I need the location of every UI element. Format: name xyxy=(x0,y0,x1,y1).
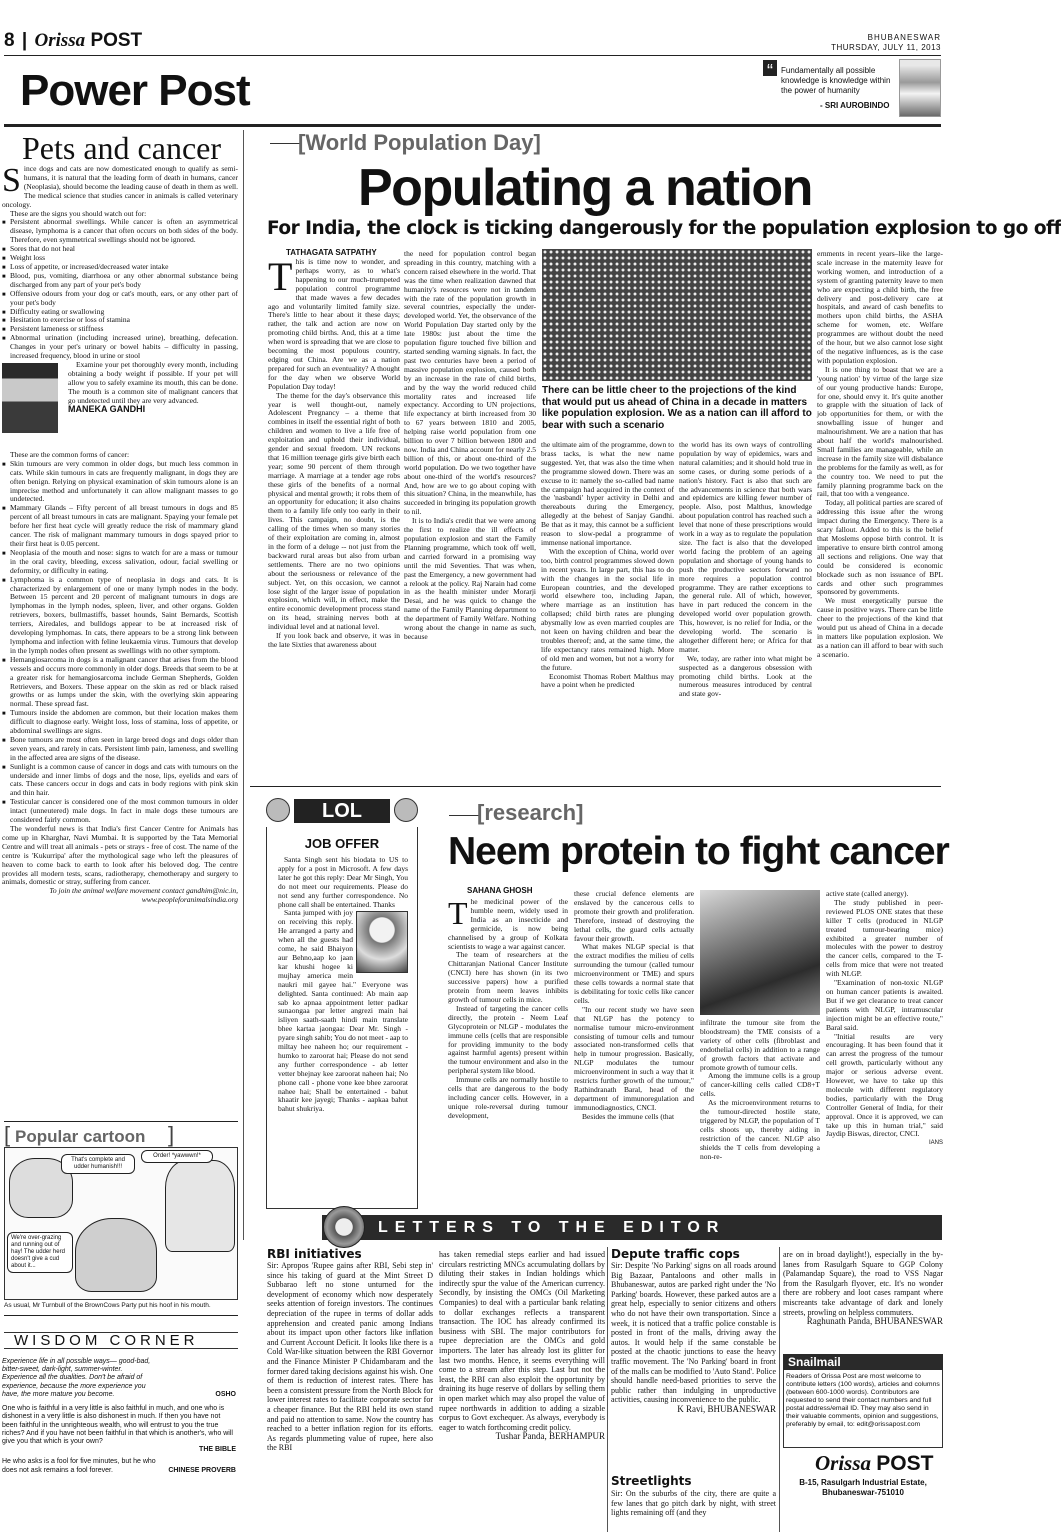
page-number: 8 xyxy=(4,30,15,51)
neem-text: What makes NLGP special is that the extract modifies the milieu of cells surrounding the tumour (called tumour microenvironment or TME) and spurs these cells towards a normal state that is debilitating for toxic cells like cancer cells. xyxy=(574,942,694,1005)
lol-paragraph: Santa Singh sent his biodata to US to apply for a post in Microsoft. A few days later he got this reply: Dear Mr Singh, You do not meet our requirements. Please do not send any further correspondence. No phone call shall be entertained. Thanks xyxy=(278,855,408,909)
pets-closing: The wonderful news is that India's first Cancer Centre for Animals has come up in Kharghar, Navi Mumbai. It is supported by the Tata Memorial Centre and will treat all animals - pets or strays - free of cost. The name of the centre is 'Kukurripa' after the mythological sage who left the pleasures of heaven to come back to earth to look after his beloved dog. The centre provides all modern tests, scans, radiotherapy, chemotherapy and surgery to animals, domestic or stray, suffering from cancer. xyxy=(2,824,238,887)
city: BHUBANESWAR xyxy=(867,33,941,42)
wisdom-quote: He who asks is a fool for five minutes, but he who does not ask remains a fool forever. xyxy=(2,1458,156,1474)
pets-exam: Examine your pet thoroughly every month, including obtaining a body weight if possible. If your pet will allow you to safely examine its mouth, this can be done. The mouth is a common site of malignant cancers that go undetected until they are very advanced. xyxy=(68,359,238,405)
pets-article xyxy=(2,162,238,905)
population-headline: Populating a nation xyxy=(358,159,812,217)
neem-kicker-line xyxy=(449,815,479,816)
letter-author: Raghunath Panda, xyxy=(806,1316,873,1327)
list-item: ■ Sores that do not heal xyxy=(2,245,238,254)
wisdom-title: WISDOM CORNER xyxy=(14,1332,199,1349)
brand-italic: Orissa xyxy=(34,30,86,51)
population-col-2 xyxy=(404,250,536,642)
population-text: We must energetically pursue the cause in positive ways. There can be little cheer to the projections of the kind that would put us ahead of China in a decade in matters like population explosion. We as a nation can ill afford to bear with such a scenario. xyxy=(817,596,943,659)
list-item: ■ Tumours inside the abdomen are common, but their location makes them difficult to diagnose early. Weight loss, loss of stamina, loss of appetite, or abdominal swellings are signs. xyxy=(2,709,238,736)
list-item: ■ Skin tumours are very common in older dogs, but much less common in cats. While skin tumours in cats are frequently malignant, in dogs they are often benign. Relying on physical examination of skin tumours alone is an imprecise method and unfortunately it can allow malignant masses to go undetected. xyxy=(2,460,238,505)
pets-title: Pets and cancer xyxy=(22,130,222,166)
pets-contact: To join the animal welfare movement contact gandhim@nic.in, www.peopleforanimalsindia.org xyxy=(49,886,238,905)
list-item: ■ Abnormal urination (including increased urine), breathing, defecation. Changes in your pet's urinary or bowel habits – difficulty in passing, increased frequency, blood in urine or stool xyxy=(2,334,238,361)
letter-author: Tushar Panda, xyxy=(495,1431,547,1442)
neem-text: infiltrate the tumour site from the bloodstream) the TME consists of a variety of other cells (fibroblast and endothelial cells) in addition to a range of growth factors that activate and promote growth of tumour cells. xyxy=(700,1018,820,1072)
letter-place: BHUBANESWAR xyxy=(874,1316,943,1327)
list-item: ■ Persistent abnormal swellings. While cancer is often an asymmetrical disease, lymphoma is a cancer that often occurs on both sides of the body. Therefore, even symmetrical swellings should not be ignored. xyxy=(2,218,238,245)
neem-text: he medicinal power of the humble neem, widely used in India as an insecticide and germicide, is now being channelised by a group of Kolkata scientists to wage a war against cancer. xyxy=(448,897,568,951)
neem-text: Immune cells are normally hostile to cells that are dangerous to the body including cancer cells. However, in a unique role-reversal during tumour development, xyxy=(448,1075,568,1120)
pets-author: MANEKA GANDHI xyxy=(68,404,146,415)
letters-divider xyxy=(779,1247,780,1532)
population-kicker-text: World Population Day xyxy=(305,130,534,155)
quote-mark: “ xyxy=(763,60,777,76)
population-text: With the exception of China, world over too, birth control programmes slowed down in recent years. In large part, this has to do with the changes in the social life in European countries, and the developed world elsewhere too, including Japan, where marriage as an institution has collapsed; child birth rates are plunging abysmally low as even married couples are not keen on having children and bear the troubles thereof; and, at the same time, the life expectancy rates remained high. More of old men and women, but not a worry for the future. xyxy=(541,546,674,672)
pets-forms-list xyxy=(2,460,238,825)
neem-dropcap: T xyxy=(448,895,468,931)
speech-bubble: Order! *yawwwn!* xyxy=(141,1150,213,1163)
letter-signature xyxy=(439,1432,605,1442)
neem-text: "Examination of non-toxic NLGP on human cancer patients is awaited. But if we get clearance to treat cancer patients with NLGP, intramuscular injection might be an effective route," Baral said. xyxy=(826,978,943,1032)
neem-text: active state (called anergy). xyxy=(826,889,909,898)
letter-text: Sir: Despite 'No Parking' signs on all roads around Big Bazaar, Pantaloons and other malls in Bhubaneswar, autos are parked right under the 'No Parking' boards. However, these parked autos are a great help, especially to senior citizens and others who do not have their own transportation. Since a week, it is noticed that a traffic police constable is posted in front of the malls, driving away the autos. It would help if the same constable be posted at the chaotic junctions to ease the heavy traffic movement. The 'No Parking' board in front of the malls can be modified to 'Auto Stand'. Police should handle need-based priorities to serve the public rather than indulging in unproductive activities, causing inconvenience to the public. xyxy=(611,1261,776,1405)
pets-signs-intro: These are the signs you should watch out for: xyxy=(10,208,147,218)
neem-headline: Neem protein to fight cancer xyxy=(448,830,949,873)
lol-emoticon-right xyxy=(394,798,418,822)
pets-dropcap: S xyxy=(2,162,21,199)
wisdom-source: OSHO xyxy=(215,1391,236,1399)
kicker-line xyxy=(270,143,300,144)
neem-col-4 xyxy=(826,890,943,1148)
population-col-3 xyxy=(541,441,674,690)
population-col-5 xyxy=(817,250,943,660)
cartoon-caption: As usual, Mr Turnbull of the BrownCows Party put his hoof in his mouth. xyxy=(4,1302,211,1309)
cartoon-title: Popular cartoon xyxy=(15,1127,146,1146)
neem-text: "Initial results are very encouraging. It has been found that it can arrest the progress of the tumour cell growth, particularly without any major or serious adverse event. However, we have to take up this molecule with different regulatory bodies, particularly with the Drug Controller General of India, for their approval. Once it is approved, we can take up this in human trial," said Jaydip Biswas, director, CNCI. xyxy=(826,1031,943,1139)
neem-text: The team of researchers at the Chittaranjan National Cancer Institute (CNCI) here has shown (in its two successive papers) how a purified protein from neem leaves inhibits growth of tumour cells in mice. xyxy=(448,950,568,1004)
cow-right xyxy=(165,1160,235,1252)
list-item: ■ Bone tumours are most often seen in large breed dogs and dogs older than seven years, and rarely in cats. Persistent limb pain, lameness, and swelling in the affected area are signs of the disease. xyxy=(2,736,238,763)
speech-bubble: We're over-grazing and running out of hay! The udder herd doesn't give a cud about it... xyxy=(7,1232,73,1273)
population-text: It is to India's credit that we were among the first to realize the ill effects of population explosion and start the Family Planning programme, which took off well, and carried forward in a promising way until the mid Seventies. That was when, past the Emergency, a new government had a relook at the policy. Raj Narain had come in as the health minister under Morarji Desai, and he was quick to change the name of the Family Planning department to the department of Family Welfare. Nothing wrong about the change in name as such, because xyxy=(404,516,536,641)
letter-rbi-col-2 xyxy=(439,1250,605,1442)
letter-place: BHUBANESWAR xyxy=(707,1403,776,1414)
population-text: We, today, are rather into what might be suspected as a dangerous obsession with promoting child births. Look at the numerous measures introduced by central and state gov- xyxy=(679,653,812,699)
list-item: ■ Offensive odours from your dog or cat's mouth, ears, or any other part of your pet's body xyxy=(2,290,238,308)
list-item: ■ Weight loss xyxy=(2,254,238,263)
letter-title: Depute traffic cops xyxy=(611,1247,740,1261)
letter-signature xyxy=(611,1405,776,1415)
population-col-1 xyxy=(268,254,400,650)
cow-center xyxy=(75,1218,157,1292)
letter-streetlights-cont xyxy=(783,1250,943,1327)
santa-cartoon xyxy=(356,911,408,973)
neem-text: Instead of targeting the cancer cells directly, the protein - Neem Leaf Glycoprotein or NLGP - modulates the immune cells (cells that are responsible for providing immunity to the body against harmful agents) present within the tumour environment and also in the peripheral system like blood. xyxy=(448,1003,568,1076)
population-text: the ultimate aim of the programme, down to brass tacks, is what the new name suggested. Yet, that was also the time when the programme slowed down. There was an excuse to it: namely the so-called bad name the campaign had acquired in the context of the 'nasbandi' hyper activity in Delhi and thereabouts during the Emergency, allegedly at the behest of Sanjay Gandhi. Be that as it may, this cannot be a sufficient reason to slow-pedal a programme of immense national importance. xyxy=(541,440,674,547)
population-text: ernments in recent years–like the large-scale increase in the maternity leave for working women, and introduction of a system of granting paternity leave to men who are expecting a child birth, the free delivery and post-delivery care at hospitals, and award of cash benefits to mothers upon child births, the ASHA scheme for women, etc. Welfare programmes are without doubt the need of the hour, but we also cannot lose sight of the negative influences, as is the case with population explosion. xyxy=(817,249,943,365)
wisdom-corner xyxy=(2,1358,236,1475)
population-text: the world has its own ways of controlling population by way of epidemics, wars and natural calamities; and it should hold true in some cases, or during some periods of a nation's history. Fact is also that such are the advancements in science that both wars and epidemics are killing fewer number of people. Also, post Malthus, knowledge about population control has reached such a level that none of these prescriptions would work in a way as to regulate the population size. The fact is also that the developed world facing the problem of an ageing population and shortage of young hands to push the productive sectors forward no more requires a population control programme. They are rather exceptions to the general rule. All of which, however, have in part reduced the concern in the developed world over population growth. This, however, is no relief for India, or the developing world. The scenario is altogether different here; or Africa for that matter. xyxy=(679,440,812,654)
wisdom-source: THE BIBLE xyxy=(199,1446,236,1454)
population-text: The theme for the day's observance this year is well thought-out, namely Adolescent Pregnancy – a theme that combines in itself the essential right of both children and women to live a life free of exploitation and uphold their individual, gender and sexual freedom. UN reckons that 16 million teenage girls give birth each year; some 90 percent of them through marriage. A marriage at a tender age robs these girls of the benefits of a normal physical and mental growth; it robs them of an opportunity for education; it also chains them to a family life only too early in their lives. This campaign, no doubt, is the calling of the times when so many stories of their exploitation are coming in, almost in the form of a deluge -- not just from the backward rural areas but also from urban settlements. There are no two opinions about the seriousness or relevance of the subject. Yet, on this occasion, we cannot lose sight of the larger issue of population explosion, which will, in effect, make the entire economic development process stand on its head, straining nerves both at individual level and at national level. xyxy=(268,390,400,632)
quote-author: - SRI AUROBINDO xyxy=(820,101,890,110)
list-item: ■ Sunlight is a common cause of cancer in dogs and cats with tumours on the underside and inner limbs of dogs and the nose, lips, eyelids and ears of cats. These cancers occur in dogs and cats in body regions with pink skin and thin hair. xyxy=(2,763,238,799)
brand-post: POST xyxy=(90,30,143,51)
letter-title: Streetlights xyxy=(611,1474,692,1488)
population-kicker: [World Population Day] xyxy=(298,130,541,155)
cartoon-bottom-rule xyxy=(4,1315,238,1316)
population-byline: TATHAGATA SATPATHY xyxy=(286,248,377,257)
lol-paragraph: Santa jumped with joy on receiving this reply. He arranged a party and when all the guests had come, he said Bhaiyon aur Behno,aap ko jaan kar khushi hogee ki mujhay america mein naukri mil gayee hai." Everyone was delighted. Santa continued: Ab main aap sab ko apnaa appointment letter padkar sunaongaa par letter angrezi main hai isliyen saath-saath hindi main translate bhee kartaa jaongaa: Dear Mr. Singh - pyare singh sahib; You do not meet - aap to miltay hee naheen ho; our requirement - humko to zaroorat hai; Please do not send any further correspondence - ab letter vetter bhejnay kee zaroorat naheen hai; No phone call - phone vone kee bhee zaroorat nahee hai; Shall be entertained - bahut khaatir kee jayegi; Thanks - aapkaa bahut bahut shukriya. xyxy=(278,908,408,1114)
lol-emoticon-left xyxy=(266,798,290,822)
neem-tree-photo xyxy=(700,890,820,1015)
neem-kicker: [research] xyxy=(477,800,584,825)
lol-banner xyxy=(266,797,418,827)
letters-divider xyxy=(607,1247,608,1532)
cartoon-panel xyxy=(4,1147,238,1300)
letters-banner-text: LETTERS TO THE EDITOR xyxy=(378,1219,726,1236)
aurobindo-portrait xyxy=(899,59,941,117)
list-item: ■ Blood, pus, vomiting, diarrhoea or any other abnormal substance being discharged from any part of your pet's body xyxy=(2,272,238,290)
crowd-photo-caption: There can be little cheer to the projections of the kind that would put us ahead of China in a decade in matters like population explosion. We as a nation can ill afford to bear with such a scenario xyxy=(542,385,812,431)
list-item: ■ Mammary Glands – Fifty percent of all breast tumours in dogs and 85 percent of all breast tumours in cats are malignant. Spaying your female pet before her first heat cycle will greatly reduce the risk of mammary gland cancer. The risk of malignant mammary tumours in dogs spayed prior to their first heat is 0.05 percent. xyxy=(2,504,238,549)
maneka-photo-box xyxy=(2,363,64,451)
list-item: ■ Lymphoma is a common type of neoplasia in dogs and cats. It is characterized by enlargement of one or many lymph nodes in the body. Between 15 percent and 20 percent of malignant tumours in dogs are lymphomas in the lymph nodes, spleen, liver, and other organs. Golden retrievers, boxers, bullmastiffs, basset hounds, Saint Bernards, Scottish terriers, Airedales, and bulldogs appear to be at increased risk of developing lymphomas. In cats, there appears to be a strong link between lymphoma and infection with feline leukaemia virus. Tumours that develop in the lymph nodes often present as swellings with no other symptom. xyxy=(2,576,238,656)
crowd-photo xyxy=(542,249,812,381)
population-text: his is time now to wonder, and perhaps worry, as to what's happening to our much-trumpeted population control programme that made waves a few decades ago and voluntarily limited family size. There's little to hear about it these days; rather, the talk and action are now on promoting child births. And, this at a time when word is spreading that we are close to becoming the most populous country, edging out China. Are we as a nation prepared for such an eventuality? A thought for the day when we observe World Population Day today! xyxy=(268,257,400,391)
wisdom-quote: One who is faithful in a very little is also faithful in much, and one who is dishonest in a very little is also dishonest in much. If then you have not been faithful in the unrighteous wealth, who will entrust to you the true riches? And if you have not been faithful in that which is another's, who will give you that which is your own? xyxy=(2,1405,233,1446)
population-text: It is one thing to boast that we are a 'young nation' by virtue of the large size of our young productive hands: Europe, for one, should envy it. It's quite another to grapple with the situation of lack of job opportunities for them, or with the snowballing issue of hunger and malnourishment. We are a nation that has about half the world's malnourished. Small families are manageable, while an increase in the family size will disbalance the problems for the family as well, as for the country too. We need to put the family planning programme back on the rail, that too with a vengeance. xyxy=(817,364,943,499)
population-text: the need for population control began spreading in this country, matching with a concern raised elsewhere in the world. That was the time when realization dawned that humanity's resources were not in tandem with the rate of the population growth in several countries, especially the under-developed world. Yet, the observance of the World Population Day started only by the late 1980s: just about the time the population figure touched five billion and started sending warning signals. In fact, the past two centuries have been a period of massive population explosion, caused both by an increase in the rate of child births, and by the way the world reduced child mortality rates and increased life expectancy. According to UN projections, life expectancy at birth increased from 30 to 67 years between 1810 and 2005, helping raise world population from one billion to over 7 billion between 1800 and now. India and China account for nearly 2.5 billion of this, or about one-third of the world population. Do we two together have about one-third of the world's resources? And, how are we to go about coping with this situation? China, in the meanwhile, has succeeded in bringing its population growth to nil. xyxy=(404,249,536,517)
population-subhead: For India, the clock is ticking dangerously for the population explosion to go off xyxy=(267,218,1061,239)
section-title: Power Post xyxy=(20,66,250,115)
lol-text xyxy=(278,856,408,1114)
footer-brand-post: POST xyxy=(876,1452,934,1475)
list-item: ■ Persistent lameness or stiffness xyxy=(2,325,238,334)
neem-text: Besides the immune cells (that xyxy=(582,1111,675,1121)
list-item: ■ Hesitation to exercise or loss of stamina xyxy=(2,316,238,325)
quote-text: Fundamentally all possible knowledge is knowledge within the power of humanity xyxy=(781,66,891,95)
left-column-divider xyxy=(243,130,244,1240)
letter-author: K Ravi, xyxy=(677,1403,706,1414)
header-rule xyxy=(4,55,941,56)
population-bottom-rule xyxy=(250,786,941,787)
cartoon-top-rule xyxy=(4,1121,238,1122)
neem-text: Among the immune cells is a group of cancer-killing cells called CD8+T cells. xyxy=(700,1071,820,1099)
lol-title: LOL xyxy=(294,799,390,823)
neem-text: The study published in peer-reviewed PLOS ONE states that these killer T cells (produced in NLGP treated tumour-bearing mice) exhibited a greater number of molecules with the power to destroy the cancer cells, compared to the T-cells from mice that were not treated with NLGP. xyxy=(826,897,943,979)
population-text: Economist Thomas Robert Malthus may have a point when he predicted xyxy=(541,671,674,690)
neem-kicker-text: research xyxy=(484,800,577,825)
neem-col-2 xyxy=(574,890,694,1122)
list-item: ■ Difficulty eating or swallowing xyxy=(2,308,238,317)
list-item: ■ Testicular cancer is considered one of the most common tumours in older intact (unneutered) male dogs. In fact in male dogs these tumours are considered fairly common. xyxy=(2,798,238,825)
letter-signature xyxy=(783,1317,943,1327)
cartoon-bracket-left: [ xyxy=(4,1122,11,1147)
lol-headline: JOB OFFER xyxy=(304,836,380,851)
date: THURSDAY, JULY 11, 2013 xyxy=(831,43,941,52)
neem-byline: SAHANA GHOSH xyxy=(467,886,533,895)
wisdom-quote: Experience life in all possible ways— good-bad, bitter-sweet, dark-light, summer-winter. Experience all the dualities. Don't be afraid of experience, because the more experience you have, the more mature you become. xyxy=(2,1358,151,1398)
neem-text: As the microenvironment returns to the tumour-directed hostile state, triggered by NLGP, the population of T cells shoots up, thereby aiding in restriction of the cancer. NLGP also shields the T cells from developing a non-re- xyxy=(700,1098,820,1161)
footer-address-1: B-15, Rasulgarh Industrial Estate, xyxy=(799,1478,927,1487)
list-item: ■ Loss of appetite, or increased/decreased water intake xyxy=(2,263,238,272)
pets-intro: ince dogs and cats are now domesticated enough to qualify as semi-humans, it is natural that the leading form of death in humans, cancer (Neoplasia), should become the leading cause of death in them as well. The medical science that studies cancer in animals is called veterinary oncology. xyxy=(2,164,238,209)
letter-rbi-col-1: Sir: Apropos 'Rupee gains after RBI, Sebi step in' since his taking of guard at the Mint Street D Subbarao left no stone unturned for the development of economy which now desperately seeks attention of foreign investors. The continues depreciation of the rupee in terms of dollar adds apprehension and created panic among Indians about its impact upon other factors like inflation and Current Account Deficit. It looks like there is a Cold War-like situation between the RBI Governor and the Finance Minister P Chidambaram and the former dared taking decisions against his wish. One of them is reduction of interest rates. There has been a consistent pressure from the North Block for lower interest rates to facilitate corporate sector for a cheaper finance. But the RBI held its own stand and paid no attention to same. Now the country has reached to a better inflation region for its efforts. As regards plummeting value of rupee, here also the RBI xyxy=(267,1261,433,1453)
pets-signs-list xyxy=(2,218,238,361)
footer-address-2: Bhubaneswar-751010 xyxy=(822,1488,904,1497)
population-col-4 xyxy=(679,441,812,699)
wisdom-source: CHINESE PROVERB xyxy=(168,1466,236,1474)
letter-streetlights: Sir: On the suburbs of the city, there are quite a few lanes that go pitch dark by night, with street lights remaining off (and they xyxy=(611,1489,776,1518)
neem-text: these crucial defence elements are enslaved by the cancerous cells to promote their growth and proliferation. Therefore, instead of destroying the lethal cells, the guard cells actually favour their growth. xyxy=(574,889,694,943)
letter-text: has taken remedial steps earlier and had issued circulars restricting MNCs accumulating dollars by diluting their stakes in Indian holdings which indirectly spur the value of the American currency. Secondly, by insisting the OMCs (Oil Marketing Companies) to deal with a particular bank relating to dollar exchanges reflects a transparent transaction. The IOC has already confirmed its business with SBI. The major contributors for rupee depreciation are the OMCs and gold importers. The later has already lost its glitter for last two months. Hence, it seems everything will come to a stream after this step. Last but not the least, the RBI can also exploit the opportunity by draining its huge reserve of dollars by selling them in open market which may also propel the value of rupee northwards in addition to adding a sizable corpus to Govt exchequer. As always, everybody is eager to watch forthcoming credit policy. xyxy=(439,1250,605,1432)
neem-source: IANS xyxy=(928,1140,943,1147)
pets-forms-intro: These are the common forms of cancer: xyxy=(10,449,130,459)
footer-brand-italic: Orissa xyxy=(815,1451,872,1475)
footer-brand xyxy=(815,1451,933,1476)
list-item: ■ Neoplasia of the mouth and nose: signs to watch for are a mass or tumour in the oral cavity, bleeding, excess salivation, odour, facial swelling or deformity, or difficulty in eating. xyxy=(2,549,238,576)
letter-title: RBI initiatives xyxy=(267,1247,362,1261)
letters-emblem xyxy=(323,1206,365,1248)
neem-text: "In our recent study we have seen that NLGP has the potency to normalise tumour micro-environment consisting of tumour cells and tumour associated non-transformed cells that help in tumour progression. Basically, NLGP modulates the tumour microenvironment in such a way that it restricts further growth of the tumour," Rathindranath Baral, head of the department of immunoregulation and immunodiagnostics, CNCI. xyxy=(574,1004,694,1112)
section-rule xyxy=(4,124,941,127)
population-dropcap: T xyxy=(268,254,293,299)
masthead: 8 | Orissa POST xyxy=(4,30,143,51)
list-item: ■ Hemangiosarcoma in dogs is a malignant cancer that arises from the blood vessels and occurs more commonly in older dogs. Breeds that seem to be at a greater risk for hemangiosarcoma include German Shepherds, Golden Retrievers, and Boxers. These appear on the skin as red or black raised growths or as lumps under the skin, with the overlying skin appearing normal. These spread fast. xyxy=(2,656,238,709)
population-text: Today, all political parties are scared of addressing this issue after the wrong impact during the Emergency. There is a scary fallout. Added to this is the belief that Moslems oppose birth control. It is imperative to ensure birth control among all sections and religions. One way that could be considered is economic blockade such as non issuance of BPL cards and other such programmes sponsored by governments. xyxy=(817,498,943,597)
snailmail-text: Readers of Orissa Post are most welcome to contribute letters (100 words), articles and columns (between 600-1000 words). Contributors are requested to send their contact numbers and full postal address/email ID. They may also send in their valuable comments, opinion and suggestions, preferably by email, to: edit@orissapost.com xyxy=(786,1373,940,1428)
population-text: If you look back and observe, it was in the late Sixties that awareness about xyxy=(268,631,400,649)
maneka-photo xyxy=(2,363,58,433)
neem-col-1 xyxy=(448,895,568,1121)
neem-col-3 xyxy=(700,1019,820,1162)
cartoon-bracket-right: ] xyxy=(168,1122,175,1147)
snailmail-title: Snailmail xyxy=(783,1354,943,1370)
speech-bubble: That's complete and udder humanish!!! xyxy=(61,1154,135,1174)
letter-place: BERHAMPUR xyxy=(548,1431,605,1442)
letter-text: are on in broad daylight!), especially in the by-lanes from Rasulgarh Square to GGP Colony (Palamandap Square), the road to VSS Nagar from the Rasulgarh flyover, etc. It's no wonder there are robbery and loot cases rampant where miscreants take advantage of dark and lonely streets, prowling on helpless commuters. xyxy=(783,1250,943,1317)
letter-traffic xyxy=(611,1261,776,1415)
